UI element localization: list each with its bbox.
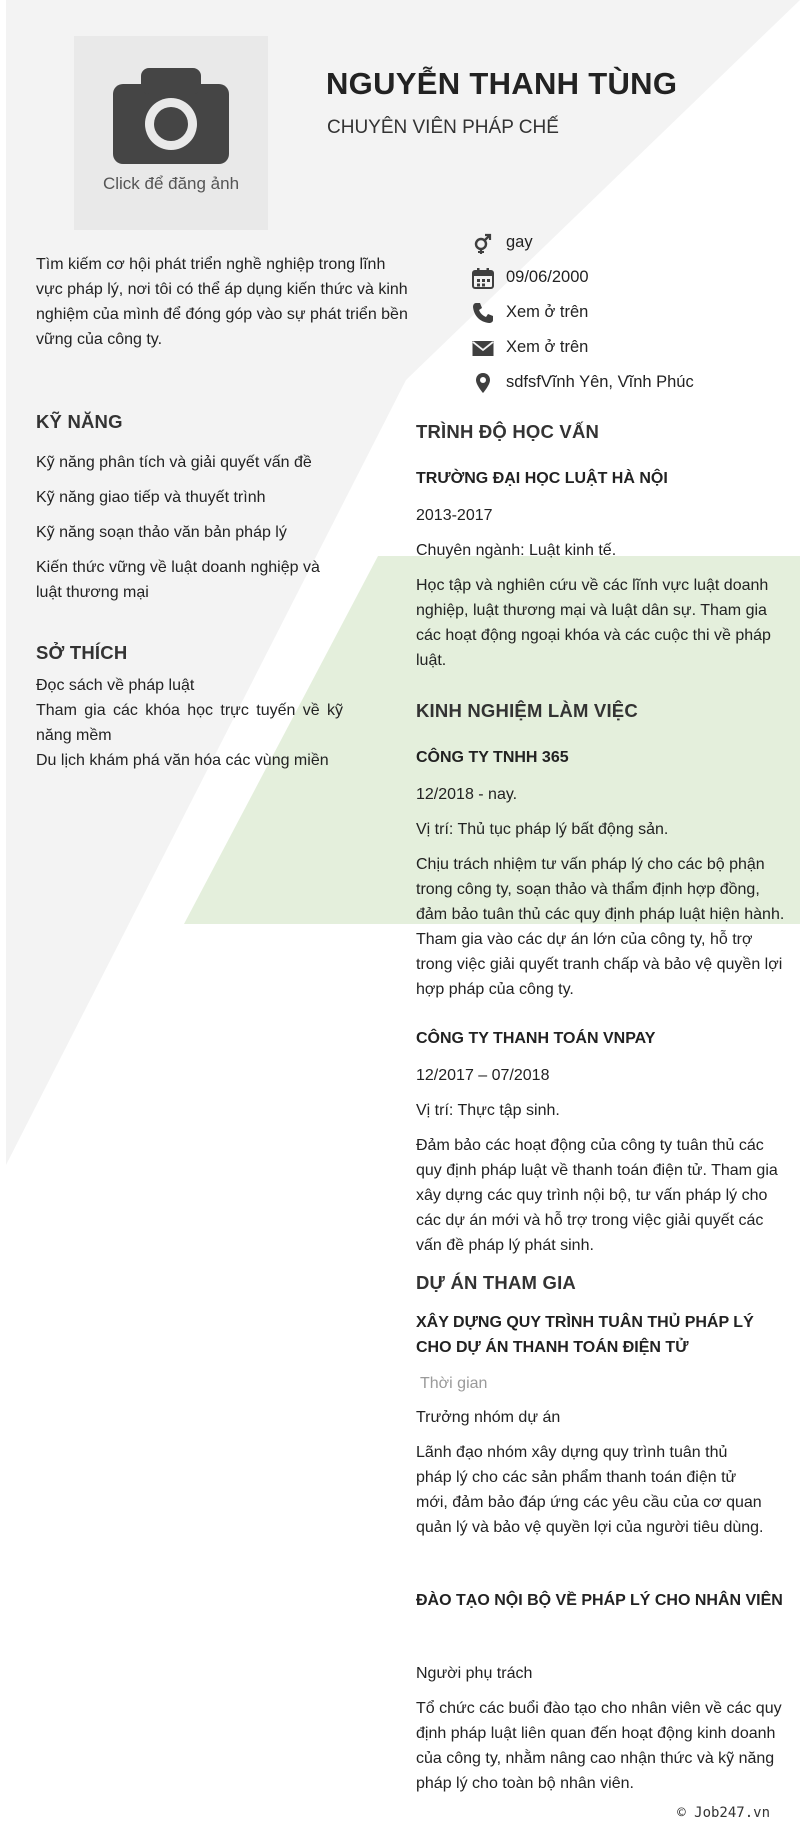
company-name: CÔNG TY TNHH 365 bbox=[416, 749, 569, 766]
hobby-item: Tham gia các khóa học trực tuyến về kỹ năng mềm bbox=[36, 702, 343, 744]
phone-icon bbox=[472, 302, 494, 324]
career-objective: Tìm kiếm cơ hội phát triển nghề nghiệp trong lĩnh vực pháp lý, nơi tôi có thể áp dụng kiến thức và kinh nghiệm của mình để đóng góp vào sự phát triển bền vững của công ty. bbox=[36, 256, 408, 348]
skills-heading: KỸ NĂNG bbox=[36, 411, 123, 432]
project-role: Người phụ trách bbox=[416, 1665, 533, 1682]
project-name: XÂY DỰNG QUY TRÌNH TUÂN THỦ PHÁP LÝ CHO DỰ ÁN THANH TOÁN ĐIỆN TỬ bbox=[416, 1314, 754, 1356]
skill-item: Kỹ năng giao tiếp và thuyết trình bbox=[36, 489, 266, 506]
project-role: Trưởng nhóm dự án bbox=[416, 1409, 561, 1426]
job-role: Vị trí: Thực tập sinh. bbox=[416, 1102, 560, 1119]
contact-phone bbox=[472, 302, 772, 326]
hobby-item: Đọc sách về pháp luật bbox=[36, 677, 195, 694]
hobbies-heading: SỞ THÍCH bbox=[36, 642, 128, 663]
project-name: ĐÀO TẠO NỘI BỘ VỀ PHÁP LÝ CHO NHÂN VIÊN bbox=[416, 1592, 783, 1609]
address-value: sdfsfVĩnh Yên, Vĩnh Phúc bbox=[506, 373, 694, 391]
hobby-item: Du lịch khám phá văn hóa các vùng miền bbox=[36, 752, 329, 769]
education-heading: TRÌNH ĐỘ HỌC VẤN bbox=[416, 421, 600, 442]
email-value: Xem ở trên bbox=[506, 338, 589, 356]
birthday-value: 09/06/2000 bbox=[506, 268, 589, 286]
camera-icon bbox=[113, 64, 229, 166]
project-description: Lãnh đạo nhóm xây dựng quy trình tuân thủ pháp lý cho các sản phẩm thanh toán điện tử mới, đảm bảo đáp ứng các yêu cầu của cơ quan quản lý và bảo vệ quyền lợi của người tiêu dùng. bbox=[416, 1444, 764, 1536]
job-description: Đảm bảo các hoạt động của công ty tuân thủ các quy định pháp luật về thanh toán điện tử. Tham gia xây dựng các quy trình nội bộ, tư vấn pháp lý cho các dự án mới và hỗ trợ trong việc giải quyết các vấn đề pháp lý phát sinh. bbox=[416, 1137, 778, 1254]
gender-value: gay bbox=[506, 233, 533, 251]
project-description: Tổ chức các buổi đào tạo cho nhân viên về các quy định pháp luật liên quan đến hoạt động kinh doanh của công ty, nhằm nâng cao nhận thức và kỹ năng pháp lý cho toàn bộ nhân viên. bbox=[416, 1700, 782, 1792]
education-description: Học tập và nghiên cứu về các lĩnh vực luật doanh nghiệp, luật thương mại và luật dân sự. Tham gia các hoạt động ngoại khóa và các cuộc thi về pháp luật. bbox=[416, 577, 771, 669]
contact-gender bbox=[472, 232, 772, 256]
gender-icon bbox=[472, 232, 494, 254]
skill-item: Kỹ năng soạn thảo văn bản pháp lý bbox=[36, 524, 287, 541]
experience-heading: KINH NGHIỆM LÀM VIỆC bbox=[416, 700, 638, 721]
candidate-position: CHUYÊN VIÊN PHÁP CHẾ bbox=[327, 117, 559, 138]
contact-address bbox=[472, 372, 772, 396]
footer-credit: © Job247.vn bbox=[677, 1805, 770, 1821]
phone-value: Xem ở trên bbox=[506, 303, 589, 321]
education-major: Chuyên ngành: Luật kinh tế. bbox=[416, 542, 617, 559]
skill-item: Kiến thức vững về luật doanh nghiệp và luật thương mại bbox=[36, 559, 320, 601]
contact-birthday bbox=[472, 267, 772, 291]
project-time-placeholder[interactable]: Thời gian bbox=[420, 1375, 488, 1392]
photo-upload[interactable] bbox=[74, 36, 268, 230]
candidate-name: NGUYỄN THANH TÙNG bbox=[326, 66, 678, 101]
skill-item: Kỹ năng phân tích và giải quyết vấn đề bbox=[36, 454, 312, 471]
job-period: 12/2018 - nay. bbox=[416, 786, 518, 803]
photo-caption: Click để đăng ảnh bbox=[102, 174, 240, 193]
job-period: 12/2017 – 07/2018 bbox=[416, 1067, 550, 1084]
location-icon bbox=[472, 372, 494, 394]
email-icon bbox=[472, 337, 494, 359]
cv-page bbox=[6, 0, 800, 1834]
job-description: Chịu trách nhiệm tư vấn pháp lý cho các bộ phận trong công ty, soạn thảo và thẩm định hợp đồng, đảm bảo tuân thủ các quy định pháp luật hiện hành. Tham gia vào các dự án lớn của công ty, hỗ trợ trong việc giải quyết tranh chấp và bảo vệ quyền lợi hợp pháp của công ty. bbox=[416, 856, 785, 998]
contact-email bbox=[472, 337, 772, 361]
calendar-icon bbox=[472, 267, 494, 289]
job-role: Vị trí: Thủ tục pháp lý bất động sản. bbox=[416, 821, 669, 838]
projects-heading: DỰ ÁN THAM GIA bbox=[416, 1272, 576, 1293]
education-period: 2013-2017 bbox=[416, 507, 493, 524]
company-name: CÔNG TY THANH TOÁN VNPAY bbox=[416, 1030, 656, 1047]
school-name: TRƯỜNG ĐẠI HỌC LUẬT HÀ NỘI bbox=[416, 470, 668, 487]
